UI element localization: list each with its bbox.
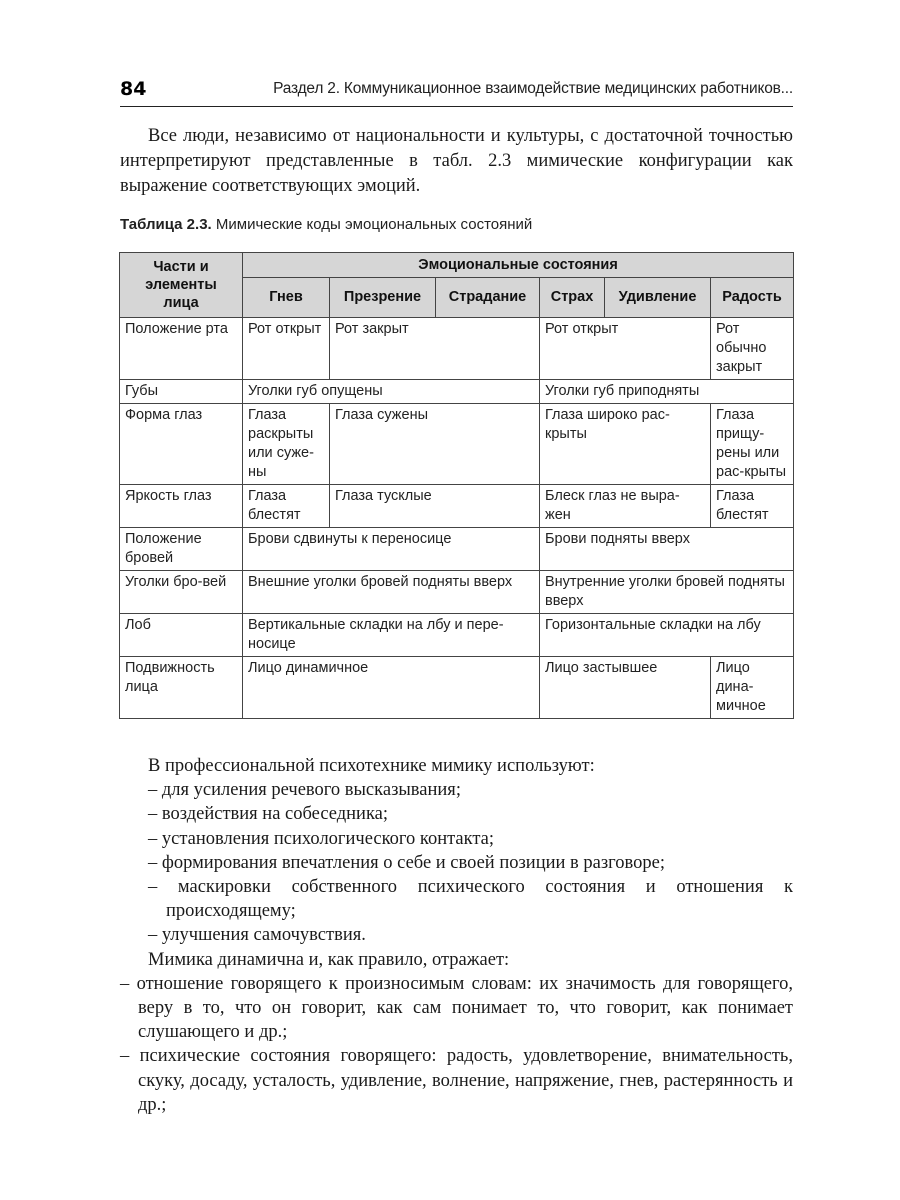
table-row [120,528,794,571]
table-row [120,657,794,719]
list-item: – психические состояния говорящего: радость, удовлетворение, внимательность, скуку, досаду, усталость, удивление, волнение, напряжение, гнев, растерянность и др.; [120,1046,793,1115]
table-cell: Рот открыт [243,318,330,380]
row-part: Яркость глаз [120,485,243,528]
header-emotion: Радость [711,278,794,318]
table-cell: Вертикальные складки на лбу и пере-носице [243,614,540,657]
table-cell: Брови сдвинуты к переносице [243,528,540,571]
table-cell: Уголки губ опущены [243,380,540,404]
list-item: – улучшения самочувствия. [148,925,366,946]
body-text [120,754,793,1117]
row-part: Лоб [120,614,243,657]
table-cell: Глаза блестят [243,485,330,528]
reflects-intro: Мимика динамична и, как правило, отражает: [148,949,510,970]
emotion-codes-table [119,252,794,719]
table-cell: Глаза прищу-рены или рас-крыты [711,404,794,485]
table-cell: Глаза широко рас-крыты [540,404,711,485]
table-caption [120,216,793,233]
header-emotion: Гнев [243,278,330,318]
row-part: Форма глаз [120,404,243,485]
list-item: – установления психологического контакта; [148,828,495,849]
list-item: – отношение говорящего к произносимым словам: их значимость для говорящего, веру в то, что он говорит, как сам понимает то, что говорит, как понимает слушающего и др.; [120,973,793,1043]
page-number: 84 [120,78,147,100]
table-row [120,485,794,528]
table-cell: Блеск глаз не выра-жен [540,485,711,528]
table-cell: Лицо динамичное [243,657,540,719]
table-cell: Внешние уголки бровей подняты вверх [243,571,540,614]
running-header [120,78,793,107]
header-parts: Части и элементы лица [120,253,243,318]
table-caption-text: Мимические коды эмоциональных состояний [211,216,533,233]
table-cell: Брови подняты вверх [540,528,794,571]
table-row [120,571,794,614]
table-cell: Глаза блестят [711,485,794,528]
list-item: – воздействия на собеседника; [148,804,389,825]
header-emotional-states: Эмоциональные состояния [243,253,794,278]
header-emotion: Страдание [436,278,540,318]
row-part: Подвижность лица [120,657,243,719]
list-item: – формирования впечатления о себе и своей позиции в разговоре; [148,852,665,873]
table-cell: Глаза тусклые [330,485,540,528]
row-part: Положение рта [120,318,243,380]
table-caption-label: Таблица 2.3. [120,216,212,233]
row-part: Уголки бро-вей [120,571,243,614]
header-emotion: Презрение [330,278,436,318]
table-cell: Глаза раскрыты или суже-ны [243,404,330,485]
running-title: Раздел 2. Коммуникационное взаимодействие медицинских работников... [273,80,793,97]
table-row [120,380,794,404]
list-item: – для усиления речевого высказывания; [148,780,461,801]
table-cell: Рот закрыт [330,318,540,380]
header-emotion: Удивление [605,278,711,318]
list-item: – маскировки собственного психического состояния и отношения к происходящему; [148,877,793,922]
table-cell: Рот обычно закрыт [711,318,794,380]
table-row [120,404,794,485]
header-emotion: Страх [540,278,605,318]
table-cell: Внутренние уголки бровей подняты вверх [540,571,794,614]
table-cell: Рот открыт [540,318,711,380]
table-cell: Лицо застывшее [540,657,711,719]
table-row [120,614,794,657]
row-part: Губы [120,380,243,404]
table-row [120,318,794,380]
intro-paragraph: Все люди, независимо от национальности и культуры, с достаточной точностью интерпретируют представленные в табл. 2.3 мимические конфигурации как выражение соответствующих эмоций. [120,126,793,196]
usage-intro: В профессиональной психотехнике мимику используют: [148,756,595,776]
row-part: Положение бровей [120,528,243,571]
table-cell: Лицо дина-мичное [711,657,794,719]
table-cell: Уголки губ приподняты [540,380,794,404]
table-cell: Горизонтальные складки на лбу [540,614,794,657]
table-cell: Глаза сужены [330,404,540,485]
